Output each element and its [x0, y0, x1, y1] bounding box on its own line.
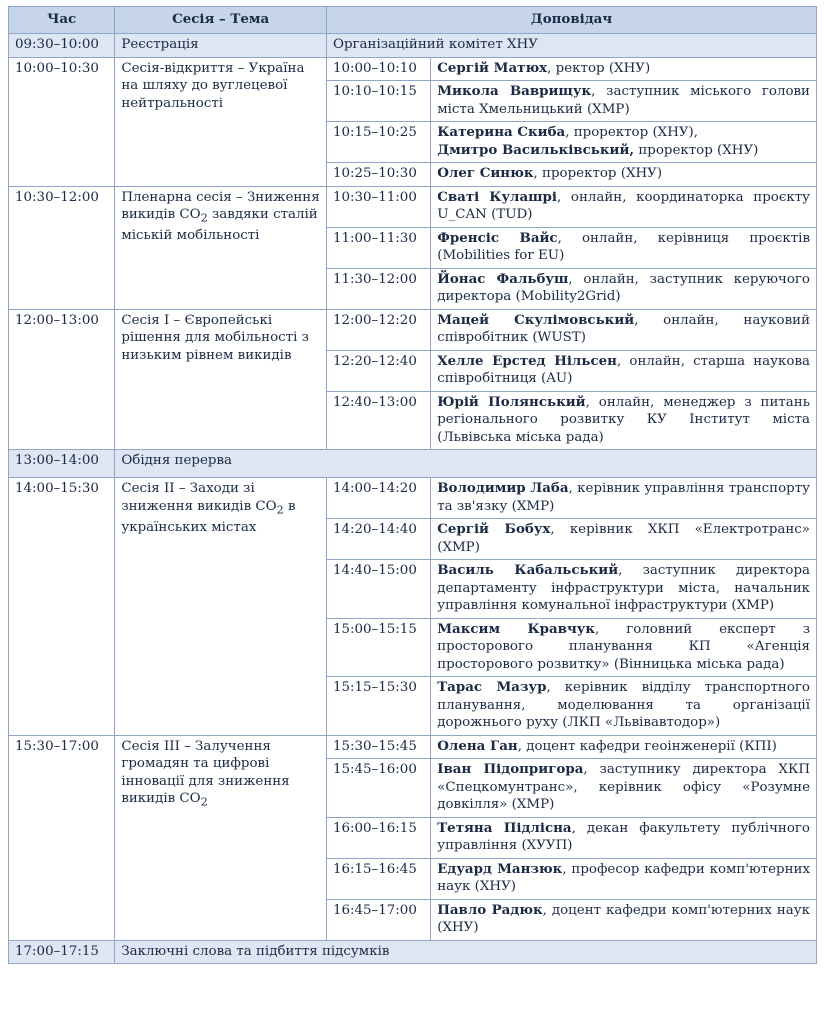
speaker-name: Олег Синюк [437, 165, 534, 181]
session1-time: 12:00–13:00 [9, 309, 115, 450]
speaker-name: Павло Радюк [437, 901, 543, 918]
talk-time: 12:00–12:20 [326, 309, 430, 350]
speaker-name: Дмитро Васильківський, [437, 141, 635, 158]
registration-speaker: Організаційний комітет ХНУ [326, 34, 816, 58]
speaker-role: , декан факультету публічного управління (ХУУП) [437, 820, 810, 853]
talk-speaker [431, 618, 817, 677]
talk-speaker [431, 122, 817, 163]
talk-speaker [431, 735, 817, 759]
speaker-name: Мацей Скулімовський [437, 311, 635, 328]
speaker-role: , керівник відділу транспортного планування, моделювання та організації дорожнього руху (ЛКП «Львівавтодор») [437, 680, 810, 730]
speaker-name: Едуард Манзюк [437, 860, 563, 877]
talk-time: 16:15–16:45 [326, 858, 430, 899]
closing-session: Заключні слова та підбиття підсумків [115, 940, 817, 964]
speaker-name: Тетяна Підлісна [437, 819, 572, 836]
talk-speaker [431, 350, 817, 391]
talk-speaker [431, 57, 817, 81]
talk-time: 11:00–11:30 [326, 227, 430, 268]
talk-speaker [431, 309, 817, 350]
speaker-role: , доцент кафедри комп'ютерних наук (ХНУ) [437, 902, 810, 935]
talk-time: 10:25–10:30 [326, 163, 430, 187]
plenary-session: Пленарна сесія – Зниження викидів $CO_2$ завдяки сталій міській мобільності [115, 186, 327, 309]
closing-row [9, 940, 817, 964]
talk-time: 12:20–12:40 [326, 350, 430, 391]
speaker-role: , заступник директора департаменту інфраструктури міста, начальник управління комунальної інфраструктури (ХМР) [437, 563, 811, 613]
speaker-name: Юрій Полянський [437, 393, 586, 410]
talk-time: 10:00–10:10 [326, 57, 430, 81]
closing-time: 17:00–17:15 [9, 940, 115, 964]
talk-time: 15:15–15:30 [326, 677, 430, 736]
table-row [9, 309, 817, 350]
session2-session: Сесія ІІ – Заходи зі зниження викидів $CO_2$ в українських містах [115, 478, 327, 736]
speaker-name: Йонас Фальбуш [437, 270, 569, 287]
speaker-role: , заступник міського голови міста Хмельницький (ХМР) [437, 84, 810, 117]
talk-time: 15:00–15:15 [326, 618, 430, 677]
table-row [9, 186, 817, 227]
talk-speaker [431, 81, 817, 122]
talk-speaker [431, 899, 817, 940]
speaker-role: , онлайн, науковий співробітник (WUST) [437, 312, 811, 345]
session1-session: Сесія І – Європейські рішення для мобільності з низьким рівнем викидів [115, 309, 327, 450]
speaker-name: Тарас Мазур [437, 679, 547, 695]
talk-speaker [431, 560, 817, 619]
speaker-role: , ректор (ХНУ) [547, 60, 651, 76]
speaker-name: Френсіс Вайс [437, 229, 558, 246]
speaker-name: Сергій Бобух [437, 521, 551, 537]
speaker-role: , керівник управління транспорту та зв'язку (ХМР) [437, 481, 810, 514]
lunch-time: 13:00–14:00 [9, 450, 115, 478]
talk-time: 14:20–14:40 [326, 519, 430, 560]
talk-speaker [431, 759, 817, 818]
speaker-name: Сваті Кулашрі [437, 188, 557, 205]
talk-speaker [431, 677, 817, 736]
speaker-name: Володимир Лаба [437, 480, 569, 496]
table-row [9, 57, 817, 81]
schedule-table [8, 6, 817, 964]
speaker-name: Хелле Ерстед Нільсен [437, 352, 617, 369]
talk-speaker [431, 817, 817, 858]
talk-time: 12:40–13:00 [326, 391, 430, 450]
lunch-session: Обідня перерва [115, 450, 817, 478]
registration-session: Реєстрація [115, 34, 327, 58]
talk-time: 16:45–17:00 [326, 899, 430, 940]
speaker-name: Олена Ган [437, 737, 518, 754]
session3-time: 15:30–17:00 [9, 735, 115, 940]
speaker-name: Василь Кабальський [437, 562, 619, 578]
talk-speaker [431, 268, 817, 309]
speaker-role: проректор (ХНУ) [634, 142, 759, 158]
speaker-role: , професор кафедри комп'ютерних наук (ХНУ) [437, 861, 811, 894]
speaker-name: Максим Кравчук [437, 620, 596, 637]
speaker-role: , онлайн, заступник керуючого директора (Mobility2Grid) [437, 271, 810, 304]
talk-speaker [431, 478, 817, 519]
speaker-role: , проректор (ХНУ) [533, 166, 663, 181]
table-row [9, 478, 817, 519]
talk-time: 15:30–15:45 [326, 735, 430, 759]
talk-speaker [431, 186, 817, 227]
table-row [9, 735, 817, 759]
header-session: Сесія – Тема [115, 7, 327, 34]
speaker-name: Микола Ваврищук [437, 83, 592, 99]
speaker-role: , онлайн, керівниця проєктів (Mobilities for EU) [437, 230, 810, 263]
talk-speaker [431, 227, 817, 268]
opening-session: Сесія-відкриття – Україна на шляху до вуглецевої нейтральності [115, 57, 327, 186]
talk-time: 11:30–12:00 [326, 268, 430, 309]
speaker-role: , заступнику директора ХКП «Спецкомунтранс», керівник офісу «Розумне довкілля» (ХМР) [437, 762, 810, 812]
speaker-name: Катерина Скиба [437, 124, 566, 140]
speaker-name: Іван Підопригора [437, 761, 584, 777]
header-speaker: Доповідач [326, 7, 816, 34]
talk-time: 14:00–14:20 [326, 478, 430, 519]
header-time: Час [9, 7, 115, 34]
speaker-role: , онлайн, старша наукова співробітниця (AU) [437, 353, 810, 386]
talk-time: 10:15–10:25 [326, 122, 430, 163]
speaker-role: , головний експерт з просторового планування КП «Агенція просторового розвитку» (Вінницька міська рада) [437, 621, 810, 672]
speaker-role: , онлайн, координаторка проєкту U_CAN (TUD) [437, 189, 810, 222]
header-row [9, 7, 817, 34]
speaker-role: , керівник ХКП «Електротранс» (ХМР) [437, 522, 810, 555]
speaker-role: , проректор (ХНУ), [565, 125, 699, 140]
talk-speaker [431, 163, 817, 187]
talk-time: 10:10–10:15 [326, 81, 430, 122]
session2-time: 14:00–15:30 [9, 478, 115, 736]
lunch-row [9, 450, 817, 478]
talk-time: 14:40–15:00 [326, 560, 430, 619]
talk-speaker [431, 519, 817, 560]
talk-speaker [431, 391, 817, 450]
speaker-role: , доцент кафедри геоінженерії (КПІ) [517, 738, 777, 754]
plenary-time: 10:30–12:00 [9, 186, 115, 309]
talk-time: 10:30–11:00 [326, 186, 430, 227]
registration-row [9, 34, 817, 58]
talk-time: 15:45–16:00 [326, 759, 430, 818]
talk-speaker [431, 858, 817, 899]
speaker-name: Сергій Матюх [437, 59, 548, 76]
session3-session: Сесія ІІІ – Залучення громадян та цифрові інновації для зниження викидів $CO_2$ [115, 735, 327, 940]
opening-time: 10:00–10:30 [9, 57, 115, 186]
talk-time: 16:00–16:15 [326, 817, 430, 858]
speaker-role: , онлайн, менеджер з питань регіонального розвитку КУ Інститут міста (Львівська міська рада) [437, 394, 810, 445]
registration-time: 09:30–10:00 [9, 34, 115, 58]
